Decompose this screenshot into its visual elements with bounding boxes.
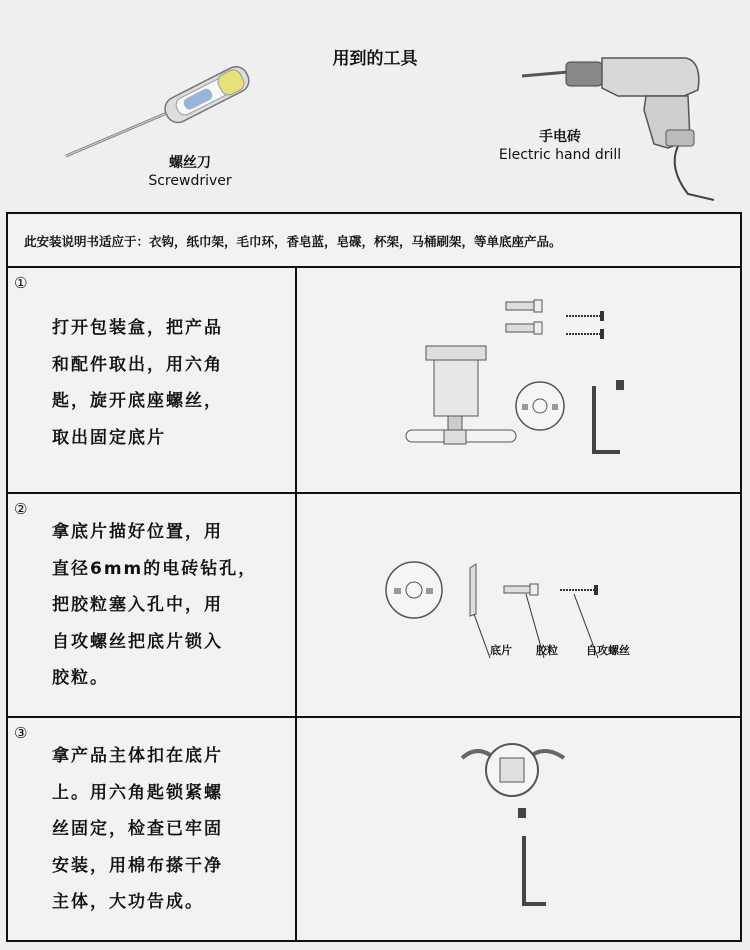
hex-key-icon — [524, 836, 546, 904]
label-screw: 自攻螺丝 — [586, 644, 630, 657]
step-1-illustration — [388, 294, 648, 454]
base-plate-icon — [516, 382, 564, 430]
anchor-icon — [506, 300, 542, 334]
step-1-number: ① — [14, 274, 28, 292]
step-1-text — [52, 310, 292, 456]
step-line: 胶粒。 — [52, 668, 109, 688]
step-3-number: ③ — [14, 724, 28, 742]
label-base-plate: 底片 — [490, 644, 512, 657]
step-line: 拿底片描好位置，用 — [52, 522, 223, 542]
step-line: 把胶粒塞入孔中，用 — [52, 595, 223, 615]
screwdriver-label-en: Screwdriver — [148, 173, 232, 189]
drill-icon — [518, 44, 718, 204]
step-line: 主体，大功告成。 — [52, 892, 204, 912]
hook-icon — [462, 744, 564, 796]
screwdriver-label-cn: 螺丝刀 — [169, 155, 211, 171]
step-line: 拿产品主体扣在底片 — [52, 746, 223, 766]
drill-label-cn: 手电砖 — [539, 129, 581, 145]
step-line: 上。用六角匙锁紧螺 — [52, 782, 223, 803]
step-2-number: ② — [14, 500, 28, 518]
divider — [8, 266, 740, 268]
step-line: 和配件取出，用六角 — [52, 354, 223, 375]
step-line: 直径6mm的电砖钻孔， — [52, 558, 258, 579]
instruction-table — [6, 212, 742, 942]
step-3-illustration — [448, 732, 588, 912]
set-screw-icon — [518, 808, 526, 818]
divider — [8, 716, 740, 718]
screw-icon — [566, 311, 604, 339]
tools-title: 用到的工具 — [332, 49, 418, 69]
step-line: 安装，用棉布搽干净 — [52, 855, 223, 876]
label-anchor: 胶粒 — [536, 644, 558, 657]
step-line: 匙，旋开底座螺丝， — [52, 391, 223, 411]
screwdriver-icon — [62, 66, 252, 161]
drill-label-en: Electric hand drill — [498, 147, 622, 163]
step-line: 自攻螺丝把底片锁入 — [52, 631, 223, 652]
hook-base-icon — [406, 346, 516, 444]
applicability-note: 此安装说明书适应于：衣钩，纸巾架，毛巾环，香皂蓝，皂碟，杯架，马桶刷架，等单底座产品。 — [24, 234, 562, 249]
hex-key-icon — [594, 380, 624, 452]
base-plate-icon — [386, 562, 442, 618]
divider — [8, 492, 740, 494]
drill-label — [480, 128, 640, 164]
column-divider — [295, 266, 297, 940]
step-line: 打开包装盒，把产品 — [52, 318, 223, 338]
step-2-text — [52, 514, 292, 697]
step-line: 丝固定，检查已牢固 — [52, 819, 223, 839]
step-3-text — [52, 738, 292, 921]
screwdriver-label — [130, 154, 250, 190]
step-line: 取出固定底片 — [52, 427, 166, 448]
base-plate-side-icon — [470, 564, 490, 658]
